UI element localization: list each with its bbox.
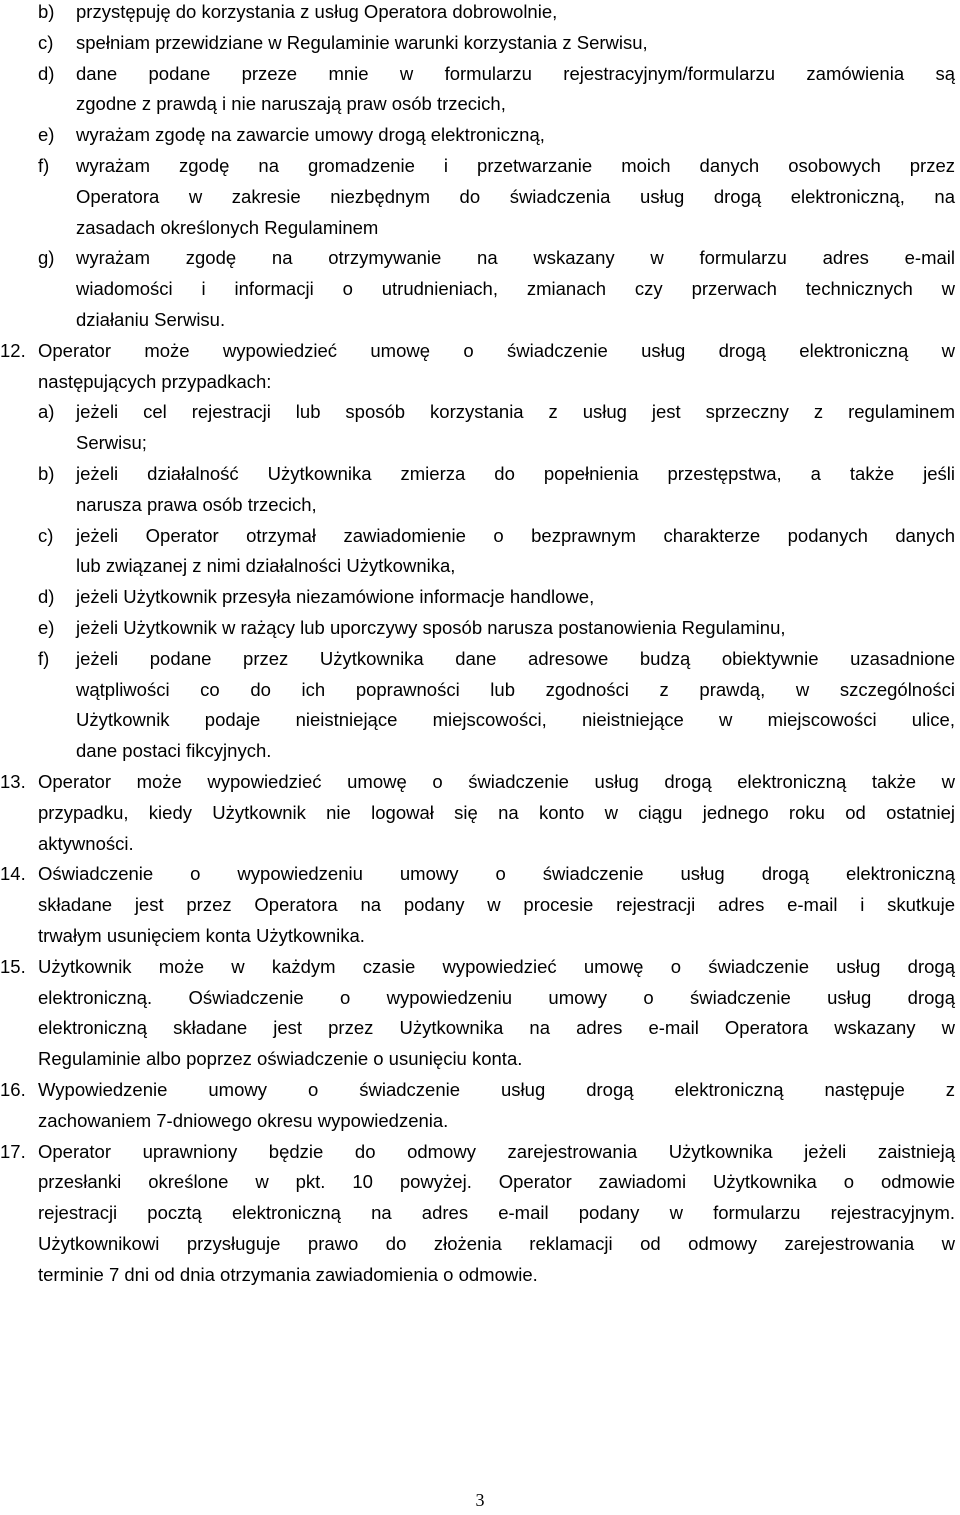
list-marker: 12. [0, 339, 26, 361]
text-line: spełniam przewidziane w Regulaminie warunki korzystania z Serwisu, [76, 31, 648, 53]
text-line: następujących przypadkach: [38, 370, 272, 392]
text-line: przystępuję do korzystania z usług Operatora dobrowolnie, [76, 1, 558, 22]
list-marker: 17. [0, 1140, 26, 1162]
list-marker: d) [38, 586, 55, 608]
text-line: Serwisu; [76, 432, 147, 454]
text-line: dane podane przeze mnie w formularzu rejestracyjnym/formularzu zamówienia są [76, 62, 955, 84]
text-line: zgodne z prawdą i nie naruszają praw osób trzecich, [76, 93, 506, 115]
list-marker: f) [38, 155, 50, 176]
text-line: jeżeli Użytkownik w rażący lub uporczywy sposób narusza postanowienia Regulaminu, [76, 617, 786, 638]
list-marker: c) [38, 524, 54, 546]
list-marker: f) [38, 647, 50, 669]
text-line: Operator może wypowiedzieć umowę o świadczenie usług drogą elektroniczną także w [38, 771, 955, 792]
list-marker: 14. [0, 863, 26, 885]
text-line: Użytkownikowi przysługuje prawo do złożenia reklamacji od odmowy zarejestrowania w [38, 1233, 955, 1254]
text-line: przesłanki określone w pkt. 10 powyżej. Operator zawiadomi Użytkownika o odmowie [38, 1171, 955, 1193]
text-line: Operator może wypowiedzieć umowę o świadczenie usług drogą elektroniczną w [38, 339, 955, 361]
text-line: narusza prawa osób trzecich, [76, 493, 317, 515]
text-line: Użytkownik może w każdym czasie wypowiedzieć umowę o świadczenie usług drogą [38, 955, 955, 977]
text-line: składane jest przez Operatora na podany w procesie rejestracji adres e-mail i skutkuje [38, 894, 955, 916]
list-marker: d) [38, 62, 55, 84]
text-line: aktywności. [38, 832, 134, 854]
text-line: Operator uprawniony będzie do odmowy zarejestrowania Użytkownika jeżeli zaistnieją [38, 1140, 955, 1162]
text-line: wyrażam zgodę na gromadzenie i przetwarzanie moich danych osobowych przez [76, 155, 955, 176]
text-line: przypadku, kiedy Użytkownik nie logował się na konto w ciągu jednego roku od ostatniej [38, 801, 955, 823]
text-line: wyrażam zgodę na zawarcie umowy drogą elektroniczną, [76, 124, 545, 146]
text-line: działaniu Serwisu. [76, 309, 226, 330]
text-line: Wypowiedzenie umowy o świadczenie usług drogą elektroniczną następuje z [38, 1079, 955, 1100]
text-line: Użytkownik podaje nieistniejące miejscowości, nieistniejące w miejscowości ulice, [76, 709, 955, 731]
list-marker: b) [38, 463, 55, 484]
text-line: elektroniczną składane jest przez Użytkownika na adres e-mail Operatora wskazany w [38, 1017, 955, 1039]
text-line: elektroniczną. Oświadczenie o wypowiedzeniu umowy o świadczenie usług drogą [38, 986, 955, 1008]
list-marker: 16. [0, 1079, 26, 1100]
text-line: jeżeli Użytkownik przesyła niezamówione informacje handlowe, [76, 586, 595, 608]
text-line: jeżeli działalność Użytkownika zmierza do popełnienia przestępstwa, a także jeśli [76, 463, 955, 484]
list-marker: 13. [0, 771, 26, 792]
text-line: zachowaniem 7-dniowego okresu wypowiedzenia. [38, 1109, 449, 1131]
list-marker: e) [38, 124, 55, 146]
text-line: jeżeli Operator otrzymał zawiadomienie o bezprawnym charakterze podanych danych [76, 524, 955, 546]
text-line: terminie 7 dni od dnia otrzymania zawiadomienia o odmowie. [38, 1263, 538, 1285]
text-line: wiadomości i informacji o utrudnieniach, zmianach czy przerwach technicznych w [76, 278, 955, 300]
list-marker: b) [38, 1, 55, 22]
list-marker: 15. [0, 955, 26, 977]
text-line: Oświadczenie o wypowiedzeniu umowy o świadczenie usług drogą elektroniczną [38, 863, 955, 885]
text-line: Operatora w zakresie niezbędnym do świadczenia usług drogą elektroniczną, na [76, 185, 955, 207]
text-line: rejestracji pocztą elektroniczną na adres e-mail podany w formularzu rejestracyjnym. [38, 1202, 955, 1224]
list-marker: g) [38, 247, 55, 269]
text-line: trwałym usunięciem konta Użytkownika. [38, 925, 365, 946]
list-marker: e) [38, 617, 55, 638]
list-marker: a) [38, 401, 55, 423]
text-line: wątpliwości co do ich poprawności lub zgodności z prawdą, w szczególności [76, 678, 955, 700]
page-number: 3 [475, 1490, 485, 1510]
text-line: dane postaci fikcyjnych. [76, 740, 272, 762]
text-line: wyrażam zgodę na otrzymywanie na wskazany w formularzu adres e-mail [76, 247, 955, 269]
text-line: Regulaminie albo poprzez oświadczenie o usunięciu konta. [38, 1048, 523, 1070]
text-line: lub związanej z nimi działalności Użytkownika, [76, 555, 456, 577]
list-marker: c) [38, 31, 54, 53]
text-line: jeżeli podane przez Użytkownika dane adresowe budzą obiektywnie uzasadnione [76, 647, 955, 669]
text-line: zasadach określonych Regulaminem [76, 216, 379, 238]
text-line: jeżeli cel rejestracji lub sposób korzystania z usług jest sprzeczny z regulaminem [76, 401, 955, 423]
